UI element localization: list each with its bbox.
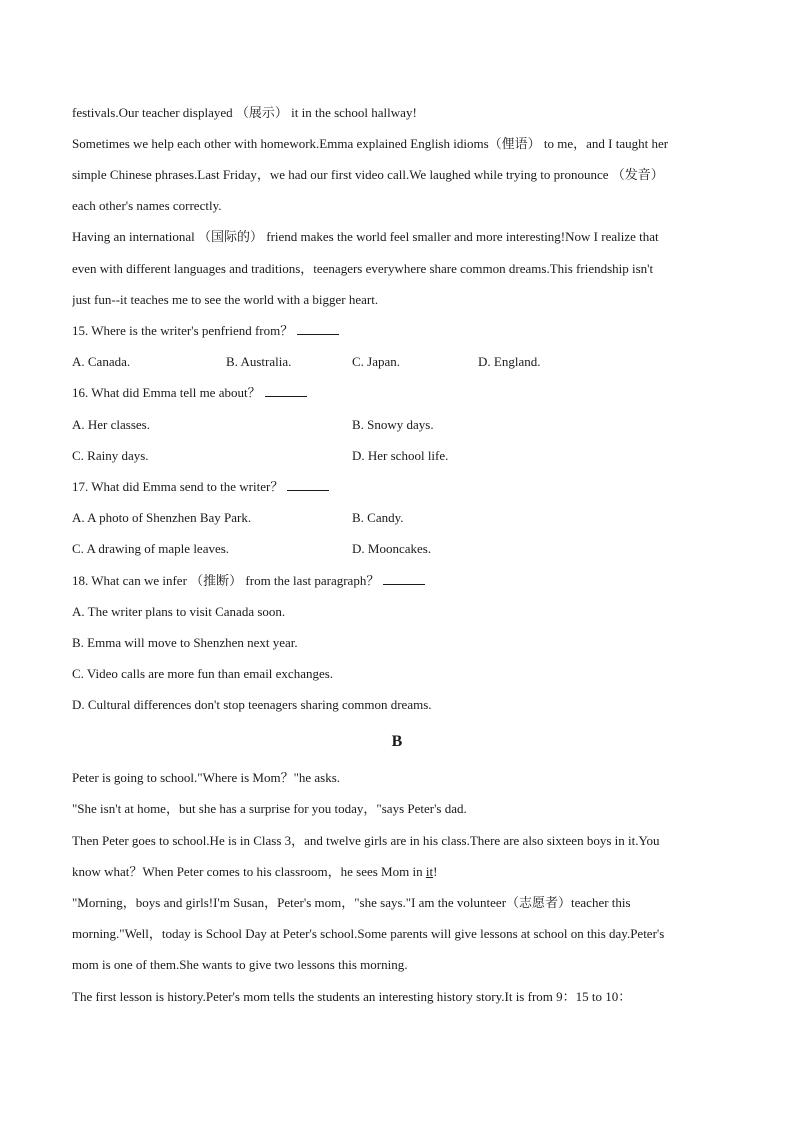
question-stem-text: 17. What did Emma send to the writer？ (72, 479, 284, 494)
passage-line: mom is one of them.She wants to give two lessons this morning. (72, 957, 408, 972)
option-d: D. England. (478, 354, 541, 369)
passage-line (72, 863, 722, 881)
passage-line: Having an international （国际的） friend makes the world feel smaller and more interesting!Now I realize that (72, 229, 659, 244)
question-17-stem (72, 478, 722, 496)
answer-blank (383, 573, 425, 585)
option-a: A. Canada. (72, 354, 131, 369)
option-b: B. Australia. (226, 354, 292, 369)
passage-line: Sometimes we help each other with homework.Emma explained English idioms（俚语） to me，and I taught her (72, 136, 669, 151)
answer-blank (265, 385, 307, 397)
passage-line: The first lesson is history.Peter's mom tells the students an interesting history story.It is from 9：15 to 10： (72, 989, 632, 1004)
option-d: D. Mooncakes. (352, 541, 432, 556)
option-a: A. The writer plans to visit Canada soon. (72, 604, 286, 619)
question-17-options-row-1 (72, 509, 722, 527)
option-c: C. Video calls are more fun than email exchanges. (72, 666, 334, 681)
question-stem-text: 18. What can we infer （推断） from the last paragraph？ (72, 573, 380, 588)
passage-line: festivals.Our teacher displayed （展示） it in the school hallway! (72, 105, 417, 120)
question-17-options-row-2 (72, 540, 722, 558)
passage-line: Peter is going to school."Where is Mom？"he asks. (72, 770, 341, 785)
passage-text: ! (433, 864, 438, 879)
answer-blank (287, 479, 329, 491)
passage-text: know what？When Peter comes to his classroom，he sees Mom in (72, 864, 426, 879)
option-d: D. Cultural differences don't stop teenagers sharing common dreams. (72, 697, 432, 712)
question-15-stem (72, 322, 722, 340)
option-b: B. Snowy days. (352, 417, 434, 432)
question-16-options-row-2 (72, 447, 722, 465)
option-a: A. Her classes. (72, 417, 150, 432)
option-b: B. Emma will move to Shenzhen next year. (72, 635, 298, 650)
passage-line: morning."Well，today is School Day at Peter's school.Some parents will give lessons at school on this day.Peter's (72, 926, 665, 941)
passage-line: "She isn't at home，but she has a surprise for you today，"says Peter's dad. (72, 801, 467, 816)
answer-blank (297, 323, 339, 335)
passage-line: Then Peter goes to school.He is in Class 3，and twelve girls are in his class.There are also sixteen boys in it.You (72, 833, 660, 848)
question-15-options (72, 353, 722, 371)
passage-line: "Morning，boys and girls!I'm Susan，Peter's mom，"she says."I am the volunteer（志愿者）teacher this (72, 895, 631, 910)
option-b: B. Candy. (352, 510, 404, 525)
underlined-word: it (425, 864, 434, 879)
passage-line: even with different languages and traditions，teenagers everywhere share common dreams.This friendship isn't (72, 261, 654, 276)
document-page (72, 0, 722, 1123)
option-a: A. A photo of Shenzhen Bay Park. (72, 510, 252, 525)
option-c: C. Japan. (352, 354, 401, 369)
question-stem-text: 16. What did Emma tell me about？ (72, 385, 261, 400)
option-d: D. Her school life. (352, 448, 449, 463)
passage-line: simple Chinese phrases.Last Friday，we had our first video call.We laughed while trying to pronounce （发音） (72, 167, 664, 182)
passage-line: just fun--it teaches me to see the world with a bigger heart. (72, 292, 379, 307)
question-16-options-row-1 (72, 416, 722, 434)
option-c: C. Rainy days. (72, 448, 149, 463)
question-stem-text: 15. Where is the writer's penfriend from？ (72, 323, 294, 338)
option-c: C. A drawing of maple leaves. (72, 541, 230, 556)
question-16-stem (72, 384, 722, 402)
section-heading: B (391, 733, 403, 750)
passage-line: each other's names correctly. (72, 198, 222, 213)
question-18-stem (72, 572, 722, 590)
